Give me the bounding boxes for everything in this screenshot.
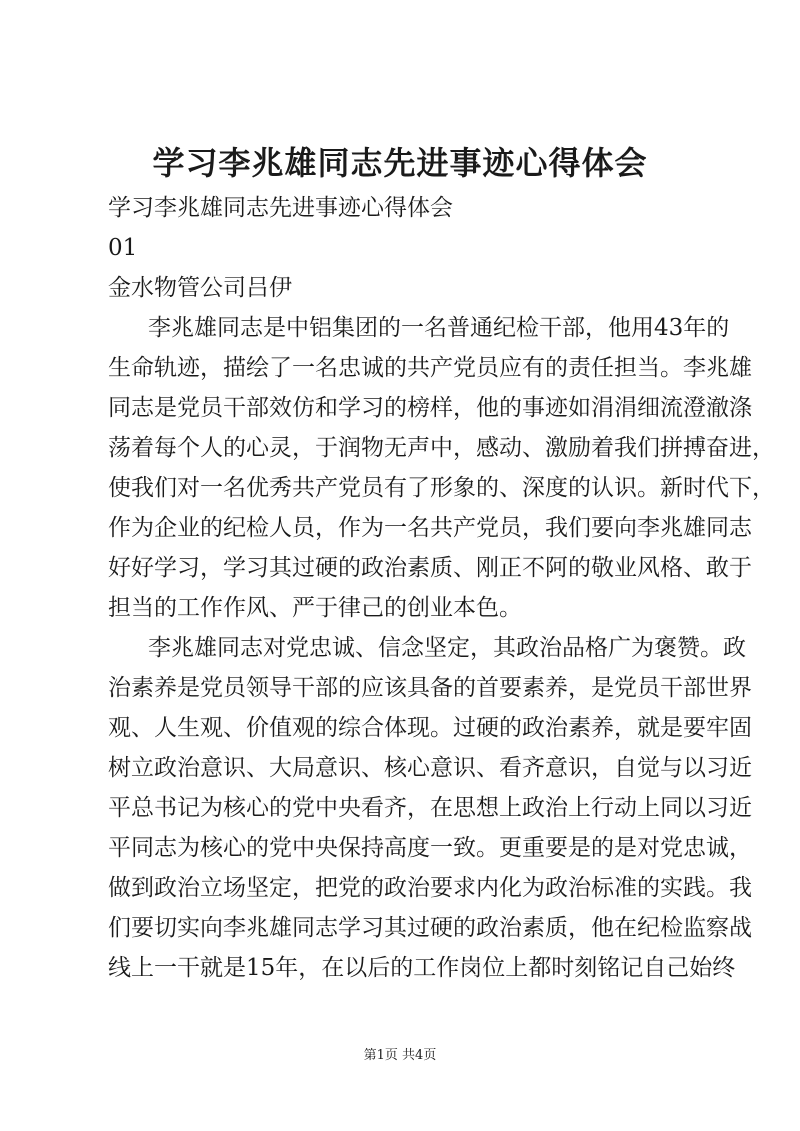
text-line: 担当的工作作风、严于律己的创业本色。 <box>108 595 522 621</box>
text-line: 作为企业的纪检人员，作为一名共产党员，我们要向李兆雄同志 <box>108 515 752 541</box>
text-line: 们要切实向李兆雄同志学习其过硬的政治素质，他在纪检监察战 <box>108 915 752 941</box>
text-line: 平总书记为核心的党中央看齐，在思想上政治上行动上同以习近 <box>108 795 752 821</box>
author: 金水物管公司吕伊 <box>108 275 292 301</box>
text-line: 同志是党员干部效仿和学习的榜样，他的事迹如涓涓细流澄澈涤 <box>108 395 752 421</box>
text-line: 观、人生观、价值观的综合体现。过硬的政治素养，就是要牢固 <box>108 715 752 741</box>
document-title: 学习李兆雄同志先进事迹心得体会 <box>152 144 648 182</box>
text-line: 做到政治立场坚定，把党的政治要求内化为政治标准的实践。我 <box>108 875 752 901</box>
page-footer: 第1页 共4页 <box>363 1048 437 1063</box>
text-line: 好好学习，学习其过硬的政治素质、刚正不阿的敬业风格、敢于 <box>108 555 752 581</box>
text-line: 平同志为核心的党中央保持高度一致。更重要是的是对党忠诚， <box>108 835 752 861</box>
paragraphs <box>108 308 775 988</box>
text-line: 使我们对一名优秀共产党员有了形象的、深度的认识。新时代下， <box>108 475 775 501</box>
text-line: 李兆雄同志对党忠诚、信念坚定，其政治品格广为褒赞。政 <box>148 635 746 661</box>
text-line: 李兆雄同志是中铝集团的一名普通纪检干部，他用43年的 <box>148 315 730 341</box>
text-line: 荡着每个人的心灵，于润物无声中，感动、激励着我们拼搏奋进， <box>108 435 775 461</box>
subtitle: 学习李兆雄同志先进事迹心得体会 <box>108 195 453 221</box>
text-line: 生命轨迹，描绘了一名忠诚的共产党员应有的责任担当。李兆雄 <box>108 355 752 381</box>
text-line: 治素养是党员领导干部的应该具备的首要素养，是党员干部世界 <box>108 675 752 701</box>
text-line: 树立政治意识、大局意识、核心意识、看齐意识，自觉与以习近 <box>108 755 752 781</box>
paragraph <box>108 628 752 988</box>
paragraph <box>108 308 775 628</box>
text-line: 线上一干就是15年，在以后的工作岗位上都时刻铭记自己始终 <box>108 955 736 981</box>
issue-number: 01 <box>108 235 138 261</box>
document-body <box>108 188 775 988</box>
